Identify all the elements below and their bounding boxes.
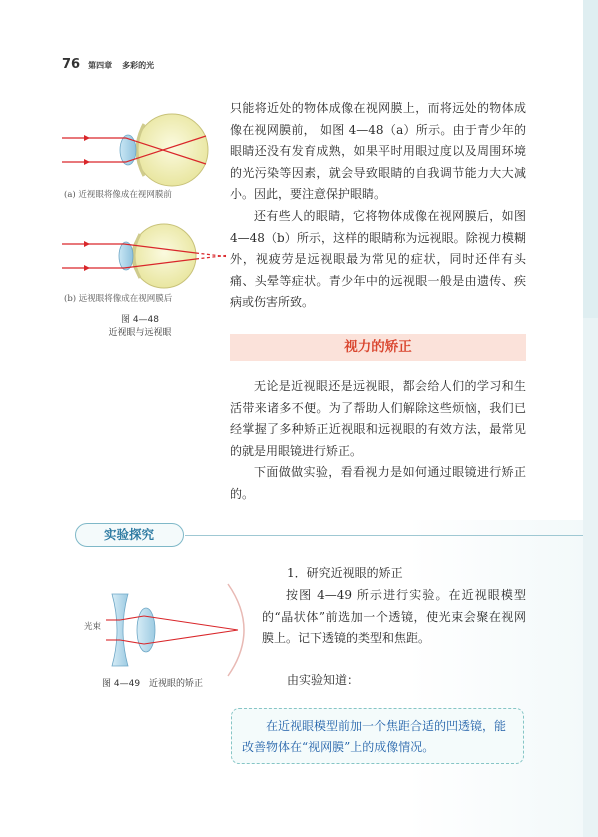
experiment-result-lead: 由实验知道： (287, 673, 360, 687)
experiment-tag (75, 523, 184, 547)
figure-4-48-number: 图 4—48 (120, 315, 160, 325)
hyperopia-eye-diagram (60, 218, 230, 294)
page-number: 76 (62, 57, 81, 72)
light-beam-label: 光束 (84, 622, 102, 632)
paragraph-hyperopia: 还有些人的眼睛，它将物体成像在视网膜后，如图 4—48（b）所示，这样的眼睛称为远视眼。除视力模糊外，视疲劳是远视眼最为常见的症状，同时还伴有头痛、头晕等症状。青少年中的远视眼一般是由遗传、疾病或伤害所致。 (230, 209, 526, 309)
page-edge-strip-top (583, 0, 598, 318)
figure-4-48-caption-b: (b) 远视眼将像成在视网膜后 (64, 294, 173, 304)
chapter-title: 多彩的光 (122, 61, 155, 70)
experiment-divider (185, 535, 583, 536)
paragraph-experiment-intro: 下面做做实验，看看视力是如何通过眼镜进行矫正的。 (230, 465, 526, 501)
conclusion-box (231, 708, 524, 764)
conclusion-text: 在近视眼模型前加一个焦距合适的凹透镜，能改善物体在“视网膜”上的成像情况。 (242, 719, 507, 754)
paragraph-correction-intro: 无论是近视眼还是远视眼，都会给人们的学习和生活带来诸多不便。为了帮助人们解除这些烦恼，我们已经掌握了多种矫正近视眼和远视眼的有效方法，最常见的就是用眼镜进行矫正。 (230, 379, 526, 458)
myopia-correction-diagram (78, 580, 248, 680)
figure-4-48-caption-a: (a) 近视眼将像成在视网膜前 (64, 190, 172, 200)
page-edge-strip (583, 0, 598, 837)
paragraph-myopia-cause: 只能将近处的物体成像在视网膜上，而将远处的物体成像在视网膜前， 如图 4—48（a）所示。由于青少年的眼睛还没有发育成熟，如果平时用眼过度以及周围环境的光污染等因素，就会导致眼睛的自我调节能力大大减小。因此，要注意保护眼睛。 (230, 101, 526, 201)
chapter-label: 第四章 (88, 61, 113, 70)
section-banner (230, 334, 526, 361)
section-title: 视力的矫正 (344, 339, 412, 355)
page-header (62, 57, 154, 73)
experiment-item-body: 按图 4—49 所示进行实验。在近视眼模型的“晶状体”前选加一个透镜，使光束会聚在视网膜上。记下透镜的类型和焦距。 (262, 588, 526, 645)
figure-4-48-title: 近视眼与远视眼 (108, 328, 172, 338)
myopia-eye-diagram (60, 112, 220, 188)
experiment-tag-label: 实验探究 (103, 527, 154, 542)
experiment-item-title: 1．研究近视眼的矫正 (287, 566, 403, 580)
figure-4-49-caption: 图 4—49 近视眼的矫正 (102, 679, 204, 689)
